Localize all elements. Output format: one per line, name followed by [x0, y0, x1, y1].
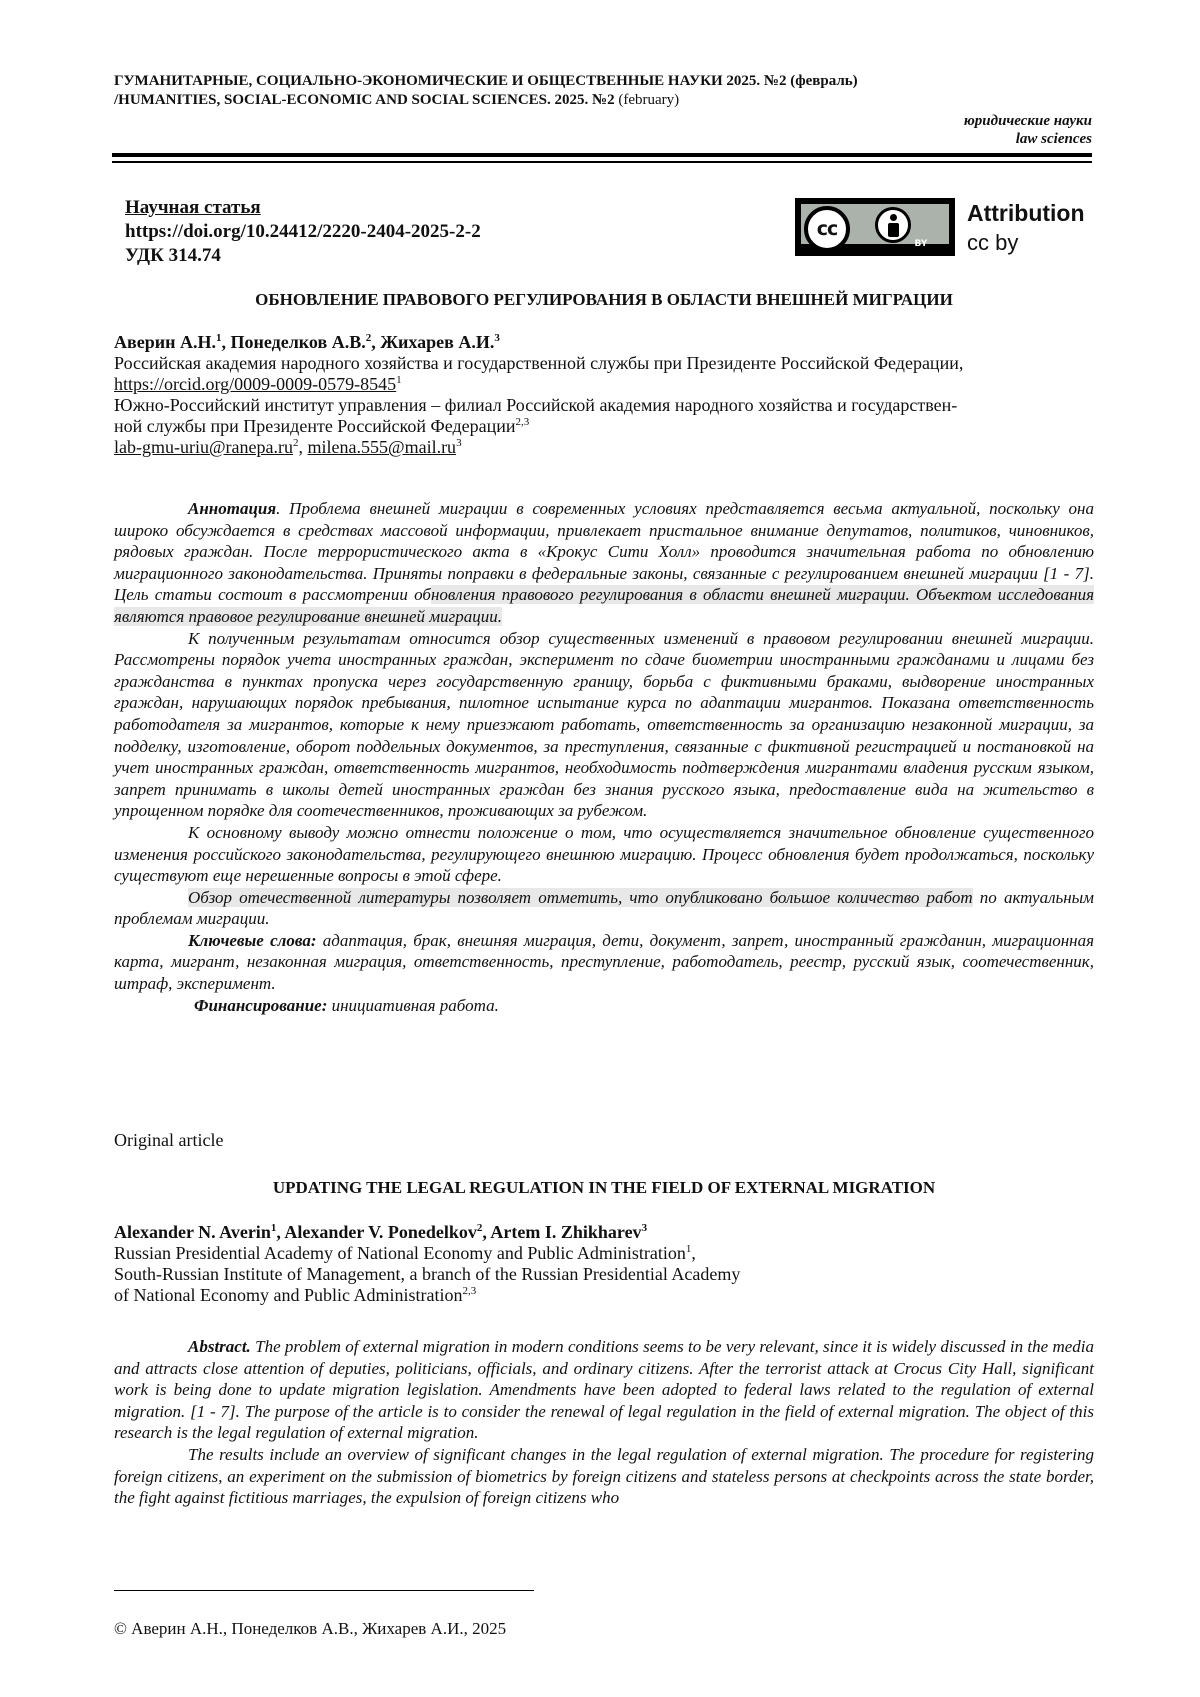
abstract-ru-p4 — [114, 887, 1094, 930]
author-name: Жихарев А.И. — [380, 332, 495, 352]
affiliation-2-ru-line1: Южно-Российский институт управления – филиал Российской академия народного хозяйства и государствен- — [114, 395, 958, 415]
license-label: Attribution — [967, 200, 1085, 226]
keywords-ru-text: адаптация, брак, внешняя миграция, дети, документ, запрет, иностранный гражданин, миграционная карта, мигрант, незаконная миграция, ответственность, преступление, работодатель, реестр, русский язык, соотечественник, штраф, эксперимент. — [114, 930, 1094, 994]
cc-license-badge[interactable] — [795, 198, 1095, 260]
orcid-sup: 1 — [396, 374, 402, 386]
footnote-rule — [114, 1590, 534, 1591]
email-sep: , — [298, 437, 308, 457]
author-name: Понеделков А.В. — [230, 332, 366, 352]
affiliation-2-ru-line2 — [114, 416, 1094, 437]
abstract-label-en: Abstract. — [188, 1337, 251, 1356]
abstract-en-p1-text: The problem of external migration in modern conditions seems to be very relevant, since it is widely discussed in the media and attracts close attention of deputies, politicians, officials, and ordinary citizens. After the terrorist attack at Crocus City Hall, significant work is being done to update migration legislation. Amendments have been adopted to federal laws related to the regulation of external migration. [1 - 7]. The purpose of the article is to consider the renewal of legal regulation in the field of external migration. The object of this research is the legal regulation of external migration. — [114, 1337, 1094, 1443]
header-rule-thin — [112, 161, 1092, 163]
affiliation-1-en-tail: , — [691, 1243, 696, 1263]
author-name: Alexander N. Averin — [114, 1222, 271, 1242]
abstract-ru-p1-text: . Проблема внешней миграции в современных условиях представляется весьма актуальной, поскольку она широко обсуждается в средствах массовой информации, привлекает пристальное внимание депутатов, политиков, чиновников, рядовых граждан. После террористического акта в «Крокус Сити Холл» проводится значительная работа по обновлению миграционного законодательства. Приняты поправки в федеральные законы, связанные с регулированием внешней миграции [1 - 7]. Цель статьи состоит в рассмотрении об — [114, 499, 1094, 605]
header-rule-thick — [112, 153, 1092, 157]
affiliation-1-en-sup: 1 — [685, 1243, 692, 1255]
email-link-1[interactable]: lab-gmu-uriu@ranepa.ru — [114, 437, 294, 457]
affiliation-2-en-line2 — [114, 1285, 1094, 1306]
copyright-notice: © Аверин А.Н., Понеделков А.В., Жихарев А.И., 2025 — [114, 1619, 507, 1638]
email2-sup: 3 — [456, 437, 462, 449]
section-label — [964, 112, 1092, 148]
authors-block-ru — [114, 332, 1094, 458]
affiliation-1-ru: Российская академия народного хозяйства и государственной службы при Президенте Российской Федерации, — [114, 353, 964, 373]
section-ru: юридические науки — [963, 113, 1092, 129]
abstract-en — [114, 1336, 1094, 1509]
article-info — [125, 196, 481, 268]
orcid-line — [114, 374, 1094, 395]
funding-label-ru: Финансирование: — [194, 995, 328, 1015]
cc-badge-box — [795, 198, 955, 256]
article-type: Научная статья — [125, 197, 261, 218]
author-list-en — [114, 1222, 1094, 1243]
author-sep: , — [221, 332, 231, 352]
author-sup: 3 — [641, 1222, 648, 1234]
abstract-label-ru: Аннотация — [188, 499, 277, 518]
article-title-ru: ОБНОВЛЕНИЕ ПРАВОВОГО РЕГУЛИРОВАНИЯ В ОБЛАСТИ ВНЕШНЕЙ МИГРАЦИИ — [255, 290, 953, 309]
author-sep: , — [276, 1222, 285, 1242]
keywords-label-ru: Ключевые слова: — [188, 930, 317, 950]
person-icon-head — [890, 214, 897, 221]
by-label: BY — [914, 239, 928, 249]
affiliation-1-en — [114, 1243, 1094, 1264]
email1-sup: 2 — [293, 437, 299, 449]
abstract-ru-p4-text: по актуальным проблемам миграции. — [114, 887, 1095, 929]
authors-block-en — [114, 1222, 1094, 1306]
abstract-ru-p1-highlight: новления правового регулирования в области внешней миграции. Объектом исследования являются правовое регулирование внешней миграции. — [114, 585, 1094, 626]
affiliation-2-sup: 2,3 — [515, 416, 530, 428]
author-list-ru — [114, 332, 1094, 353]
section-en: law sciences — [1015, 131, 1092, 147]
journal-title-en-bold: /HUMANITIES, SOCIAL-ECONOMIC AND SOCIAL SCIENCES. 2025. №2 — [114, 92, 615, 108]
journal-title-ru: ГУМАНИТАРНЫЕ, СОЦИАЛЬНО-ЭКОНОМИЧЕСКИЕ И ОБЩЕСТВЕННЫЕ НАУКИ 2025. №2 (февраль) — [114, 73, 858, 89]
abstract-en-p2: The results include an overview of significant changes in the legal regulation of external migration. The procedure for registering foreign citizens, an experiment on the submission of biometrics by foreign citizens and stateless persons at checkpoints across the state border, the fight against fictitious marriages, the expulsion of foreign citizens who — [114, 1444, 1094, 1508]
affiliation-2-en-line1: South-Russian Institute of Management, a branch of the Russian Presidential Academy — [114, 1264, 741, 1284]
abstract-en-p1 — [114, 1336, 1094, 1444]
author-name: Alexander V. Ponedelkov — [284, 1222, 477, 1242]
article-title-en: UPDATING THE LEGAL REGULATION IN THE FIELD OF EXTERNAL MIGRATION — [272, 1178, 936, 1197]
abstract-ru-p2: К полученным результатам относится обзор существенных изменений в правовом регулировании внешней миграции. Рассмотрены порядок учета иностранных граждан, эксперимент по сдаче биометрии иностранными гражданами и лицами без гражданства в пунктах пропуска через государственную границу, борьба с фиктивными браками, выдворение иностранных граждан, нарушающих порядок пребывания, пилотное испытание курса по адаптации мигрантов. Показана ответственность работодателя за мигрантов, которые к нему приезжают работать, ответственность за организацию незаконной миграции, за подделку, изготовление, оборот поддельных документов, за преступления, связанные с фиктивной регистрацией и постановкой на учет иностранных граждан, ответственность мигрантов, необходимость подтверждения мигрантами владения русским языком, запрет принимать в школы детей иностранных граждан без знания русского языка, предоставление вида на жительство в упрощенном порядке для соотечественников, проживающих за рубежом. — [114, 628, 1094, 821]
author-sep: , — [371, 332, 381, 352]
doi-link[interactable]: https://doi.org/10.24412/2220-2404-2025-2-2 — [125, 221, 481, 242]
abstract-ru-p4-highlight: Обзор отечественной литературы позволяет отметить, что опубликовано большое количество работ — [188, 887, 973, 907]
orcid-link[interactable]: https://orcid.org/0009-0009-0579-8545 — [114, 374, 397, 394]
author-sep: , — [482, 1222, 491, 1242]
affiliation-2-ru-text: ной службы при Президенте Российской Федерации — [114, 416, 516, 436]
cc-icon: cc — [804, 206, 850, 252]
affiliation-2-en-sup: 2,3 — [462, 1285, 477, 1297]
author-sup: 2 — [476, 1222, 483, 1234]
author-sup: 1 — [270, 1222, 277, 1234]
email-line — [114, 437, 1094, 458]
abstract-ru-p1 — [114, 498, 1094, 628]
abstract-ru — [114, 498, 1094, 1016]
funding-ru — [114, 995, 1094, 1017]
author-name: Artem I. Zhikharev — [490, 1222, 642, 1242]
funding-ru-text: инициативная работа. — [327, 995, 499, 1015]
author-sup: 1 — [215, 332, 222, 344]
author-name: Аверин А.Н. — [114, 332, 216, 352]
email-link-2[interactable]: milena.555@mail.ru — [307, 437, 457, 457]
author-sup: 2 — [365, 332, 372, 344]
journal-header — [114, 72, 1094, 110]
keywords-ru — [114, 930, 1094, 995]
affiliation-2-en-text: of National Economy and Public Administration — [114, 1285, 463, 1305]
original-article-label: Original article — [114, 1130, 224, 1150]
journal-title-en — [114, 91, 1094, 110]
license-short: cc by — [967, 230, 1019, 255]
journal-issue-month: (february) — [614, 92, 680, 108]
udk-code: УДК 314.74 — [125, 245, 221, 266]
cc-license-text — [967, 198, 1085, 258]
abstract-ru-p3: К основному выводу можно отнести положение о том, что осуществляется значительное обновление существенного изменения российского законодательства, регулирующего внешнюю миграцию. Процесс обновления будет продолжаться, поскольку существуют еще нерешенные вопросы в этой сфере. — [114, 822, 1094, 886]
affiliation-1-en-text: Russian Presidential Academy of National Economy and Public Administration — [114, 1243, 686, 1263]
author-sup: 3 — [494, 332, 500, 344]
person-icon-body — [888, 223, 899, 237]
